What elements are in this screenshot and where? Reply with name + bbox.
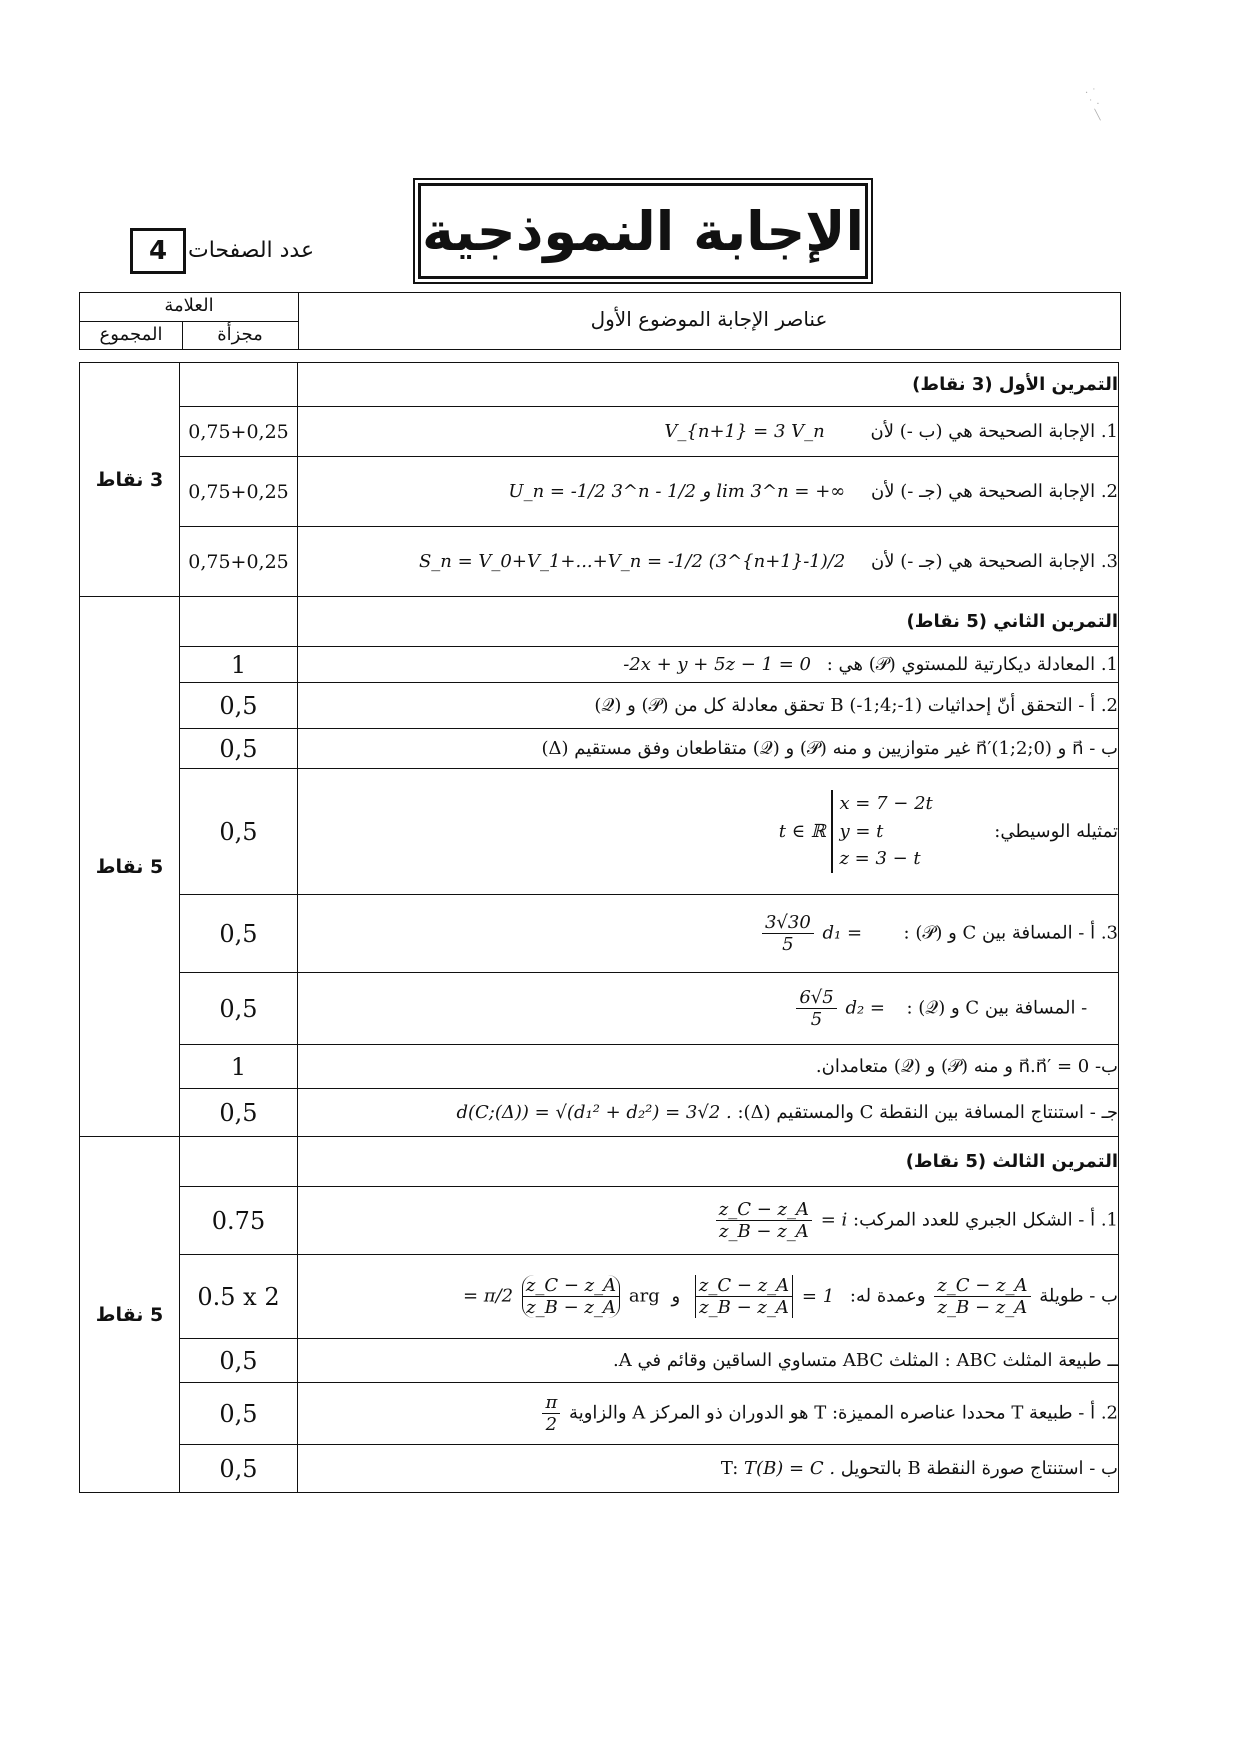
ex2-total: 5 نقاط [80, 597, 180, 1137]
pages-count: 4 [130, 228, 186, 274]
modulus-fraction: $\frac{z\_C - z\_A}{z\_B - z\_A}$ [695, 1275, 793, 1318]
ex3-q2a-partial: 0,5 [180, 1383, 298, 1445]
ex2-q3b-text: ب- n⃗.n⃗′ = 0 و منه (𝒫) و (𝒬) متعامدان. [298, 1045, 1119, 1089]
angle-fraction: $\frac{\pi}{2}$ [542, 1392, 560, 1435]
table-row [80, 647, 1119, 683]
table-row [80, 729, 1119, 769]
table-row [80, 1089, 1119, 1137]
ex2-q2a-text: 2. أ - التحقق أنّ إحداثيات (1-;4;1-) B تحقق معادلة كل من (𝒫) و (𝒬) [298, 683, 1119, 729]
ex3-total: 5 نقاط [80, 1137, 180, 1493]
ex1-q1-partial: 0,75+0,25 [180, 407, 298, 457]
ex3-q1a-text: 1. أ - الشكل الجبري للعدد المركب: [853, 1209, 1118, 1231]
argument-fraction: $\frac{z\_C - z\_A}{z\_B - z\_A}$ [522, 1275, 620, 1318]
table-row [80, 407, 1119, 457]
table-row [80, 457, 1119, 527]
ex3-q1c-text: ــ طبيعة المثلث ABC : المثلث ABC متساوي الساقين وقائم في A. [298, 1339, 1119, 1383]
ex2-q3b-partial: 1 [180, 1045, 298, 1089]
ex2-q3a-text: 3. أ - المسافة بين C و (𝒫) : [903, 922, 1118, 944]
table-row: 0,5 - المسافة بين C و (𝒬) : d₂ = $\frac{6√5}{5}$ [80, 973, 1119, 1045]
ex2-q1-text: 1. المعادلة ديكارتية للمستوي (𝒫) هي : [826, 654, 1118, 675]
table-header [79, 292, 1121, 350]
d2-fraction: $\frac{6√5}{5}$ [796, 987, 836, 1030]
pages-label: عدد الصفحات [188, 238, 315, 263]
d1-fraction: $\frac{3√30}{5}$ [762, 912, 814, 955]
page-title: الإجابة النموذجية [418, 183, 868, 279]
param-domain: t ∈ ℝ [778, 820, 826, 842]
answer-table [79, 362, 1119, 1493]
ex3-q2b-text: ب - استنتاج صورة النقطة B بالتحويل T: [720, 1458, 1118, 1479]
param-system: x = 7 − 2t y = t z = 3 − t [831, 790, 932, 874]
table-row [80, 1339, 1119, 1383]
ex3-q2b-partial: 0,5 [180, 1445, 298, 1493]
ex2-title: التمرين الثاني (5 نقاط) [906, 611, 1118, 632]
ex2-q3c-math: d(C;(Δ)) = √(d₁² + d₂²) = 3√2 . [456, 1102, 732, 1123]
ex2-q3a2-partial: 0,5 [180, 973, 298, 1045]
ex2-q3a-partial: 0,5 [180, 895, 298, 973]
ex1-q3-math: S_n = V_0+V_1+...+V_n = -1/2 (3^{n+1}-1)/2 [418, 551, 846, 572]
ex2-q3c-text: جـ - استنتاج المسافة بين النقطة C والمستقيم (Δ): [737, 1102, 1118, 1123]
table-row [80, 1383, 1119, 1445]
ex2-q3a2-text: - المسافة بين C و (𝒬) : [906, 997, 1088, 1019]
ex3-q2b-math: T(B) = C . [744, 1458, 836, 1479]
table-row [80, 1045, 1119, 1089]
ex3-q1a-partial: 0.75 [180, 1187, 298, 1255]
ex1-title: التمرين الأول (3 نقاط) [912, 374, 1118, 395]
ex3-q1b-partial: 0.5 x 2 [180, 1255, 298, 1339]
ex2-param-text: تمثيله الوسيطي: [994, 820, 1118, 842]
table-row [80, 769, 1119, 895]
ex2-q1-math: -2x + y + 5z − 1 = 0 [623, 654, 811, 675]
table-row: 0,5 3. أ - المسافة بين C و (𝒫) : d₁ = $\frac{3√30}{5}$ [80, 895, 1119, 973]
ex1-q3-partial: 0,75+0,25 [180, 527, 298, 597]
header-content: عناصر الإجابة الموضوع الأول [590, 307, 828, 331]
ex2-param-partial: 0,5 [180, 769, 298, 895]
ex1-total: 3 نقاط [80, 363, 180, 597]
ex3-q1b-text: ب - طويلة [1039, 1285, 1118, 1307]
ex1-q2-partial: 0,75+0,25 [180, 457, 298, 527]
table-row: 0.75 1. أ - الشكل الجبري للعدد المركب: = i $\frac{z\_C - z\_A}{z\_B - z\_A}$ [80, 1187, 1119, 1255]
table-row [80, 683, 1119, 729]
header-grade: العلامة [164, 295, 214, 316]
ex1-q3-text: 3. الإجابة الصحيحة هي (جـ -) لأن [871, 551, 1118, 572]
ratio-fraction: $\frac{z\_C - z\_A}{z\_B - z\_A}$ [716, 1199, 812, 1242]
scan-mark: · ˙ ˙ · ╲ [1085, 88, 1101, 121]
ex2-q3c-partial: 0,5 [180, 1089, 298, 1137]
header-partial: مجزأة [217, 324, 263, 345]
ex3-title: التمرين الثالث (5 نقاط) [905, 1151, 1118, 1172]
ex1-q2-math: U_n = -1/2 3^n - 1/2 و lim 3^n = +∞ [508, 481, 846, 502]
ex1-q1-math: V_{n+1} = 3 V_n [664, 421, 825, 442]
table-row [80, 527, 1119, 597]
table-row [80, 1445, 1119, 1493]
ex3-q1b-text2: وعمدة له: [849, 1285, 926, 1307]
ex2-q2b-partial: 0,5 [180, 729, 298, 769]
ex2-q2b-text: ب - n⃗ و n⃗′(1;2;0) غير متوازيين و منه (𝒫) و (𝒬) متقاطعان وفق مستقيم (Δ) [298, 729, 1119, 769]
ex2-q2a-partial: 0,5 [180, 683, 298, 729]
ex1-q2-text: 2. الإجابة الصحيحة هي (جـ -) لأن [871, 481, 1118, 502]
ex2-q1-partial: 1 [180, 647, 298, 683]
ex1-q1-text: 1. الإجابة الصحيحة هي (ب -) لأن [870, 421, 1118, 442]
header-total: المجموع [99, 324, 163, 345]
ex3-q1c-partial: 0,5 [180, 1339, 298, 1383]
ex3-q2a-text: 2. أ - طبيعة T محددا عناصره المميزة: T هو الدوران ذو المركز A والزاوية [569, 1402, 1118, 1424]
table-row: 0.5 x 2 ب - طويلة $\frac{z\_C - z\_A}{z\_B - z\_A}$ وعمدة له: = 1 $\frac{z\_C - z\_A}{z\_B - z\_A}$ و = π/2 $\frac{z\_C - z\_A}{z\_B - z\_A}$ arg [80, 1255, 1119, 1339]
